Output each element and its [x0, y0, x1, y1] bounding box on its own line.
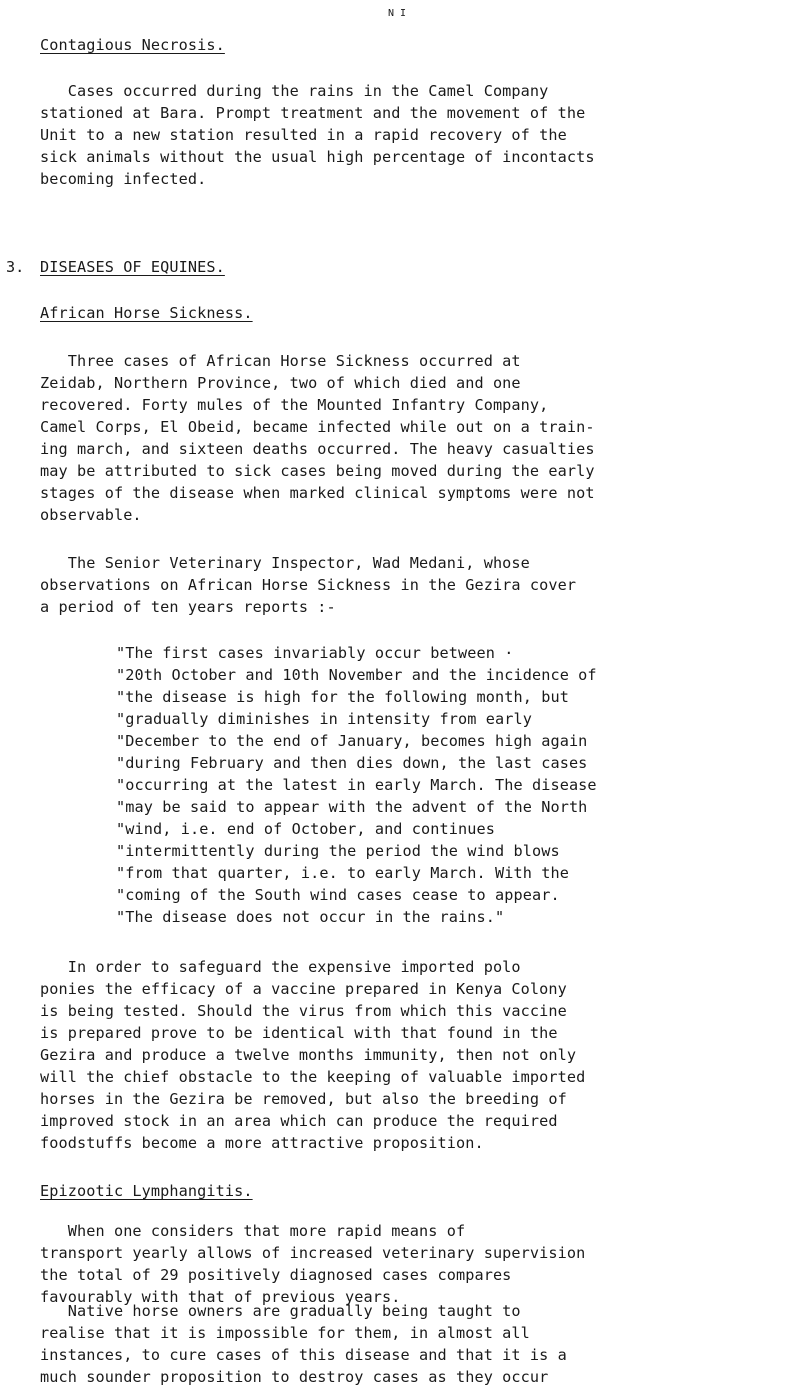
text-line: realise that it is impossible for them, in almost all	[40, 1324, 530, 1342]
quote-line: "gradually diminishes in intensity from early	[116, 710, 532, 728]
text-line: recovered. Forty mules of the Mounted Infantry Company,	[40, 396, 549, 414]
text-line: When one considers that more rapid means of	[40, 1222, 466, 1240]
text-line: ponies the efficacy of a vaccine prepared in Kenya Colony	[40, 980, 567, 998]
quote-line: "from that quarter, i.e. to early March. With the	[116, 864, 569, 882]
text-line: favourably with that of previous years.	[40, 1288, 401, 1306]
text-line: improved stock in an area which can produce the required	[40, 1112, 558, 1130]
text-line: observations on African Horse Sickness in the Gezira cover	[40, 576, 577, 594]
text-line: may be attributed to sick cases being moved during the early	[40, 462, 595, 480]
heading-epizootic-lymphangitis: Epizootic Lymphangitis.	[40, 1182, 253, 1200]
quote-line: "intermittently during the period the wind blows	[116, 842, 560, 860]
text-line: observable.	[40, 506, 142, 524]
text-line: becoming infected.	[40, 170, 207, 188]
text-line: Native horse owners are gradually being taught to	[40, 1302, 521, 1320]
quote-line: "occurring at the latest in early March. The disease	[116, 776, 597, 794]
quote-line: "20th October and 10th November and the incidence of	[116, 666, 597, 684]
heading-african-horse-sickness: African Horse Sickness.	[40, 304, 253, 322]
section-number: 3.	[6, 258, 25, 276]
page-mark: N I	[388, 8, 407, 19]
text-line: Cases occurred during the rains in the Camel Company	[40, 82, 549, 100]
text-line: much sounder proposition to destroy cases as they occur	[40, 1368, 549, 1386]
text-line: Zeidab, Northern Province, two of which died and one	[40, 374, 521, 392]
text-line: a period of ten years reports :-	[40, 598, 336, 616]
text-line: horses in the Gezira be removed, but also the breeding of	[40, 1090, 567, 1108]
text-line: stages of the disease when marked clinical symptoms were not	[40, 484, 595, 502]
quote-line: "wind, i.e. end of October, and continues	[116, 820, 495, 838]
text-line: Gezira and produce a twelve months immunity, then not only	[40, 1046, 577, 1064]
text-line: foodstuffs become a more attractive proposition.	[40, 1134, 484, 1152]
text-line: transport yearly allows of increased veterinary supervision	[40, 1244, 586, 1262]
quote-line: "may be said to appear with the advent of the North	[116, 798, 588, 816]
text-line: In order to safeguard the expensive imported polo	[40, 958, 521, 976]
text-line: sick animals without the usual high percentage of incontacts	[40, 148, 595, 166]
text-line: The Senior Veterinary Inspector, Wad Medani, whose	[40, 554, 530, 572]
text-line: instances, to cure cases of this disease and that it is a	[40, 1346, 567, 1364]
text-line: stationed at Bara. Prompt treatment and the movement of the	[40, 104, 586, 122]
quote-line: "The disease does not occur in the rains."	[116, 908, 505, 926]
heading-diseases-of-equines: DISEASES OF EQUINES.	[40, 258, 225, 276]
text-line: ing march, and sixteen deaths occurred. The heavy casualties	[40, 440, 595, 458]
text-line: Unit to a new station resulted in a rapid recovery of the	[40, 126, 567, 144]
text-line: is being tested. Should the virus from which this vaccine	[40, 1002, 567, 1020]
quote-line: "December to the end of January, becomes high again	[116, 732, 588, 750]
quote-line: "during February and then dies down, the last cases	[116, 754, 588, 772]
heading-contagious-necrosis: Contagious Necrosis.	[40, 36, 225, 54]
text-line: will the chief obstacle to the keeping of valuable imported	[40, 1068, 586, 1086]
text-line: Three cases of African Horse Sickness occurred at	[40, 352, 521, 370]
text-line: the total of 29 positively diagnosed cases compares	[40, 1266, 512, 1284]
text-line: Camel Corps, El Obeid, became infected while out on a train-	[40, 418, 595, 436]
quote-line: "the disease is high for the following month, but	[116, 688, 569, 706]
quote-line: "coming of the South wind cases cease to appear.	[116, 886, 560, 904]
quote-line: "The first cases invariably occur between ·	[116, 644, 514, 662]
text-line: is prepared prove to be identical with that found in the	[40, 1024, 558, 1042]
